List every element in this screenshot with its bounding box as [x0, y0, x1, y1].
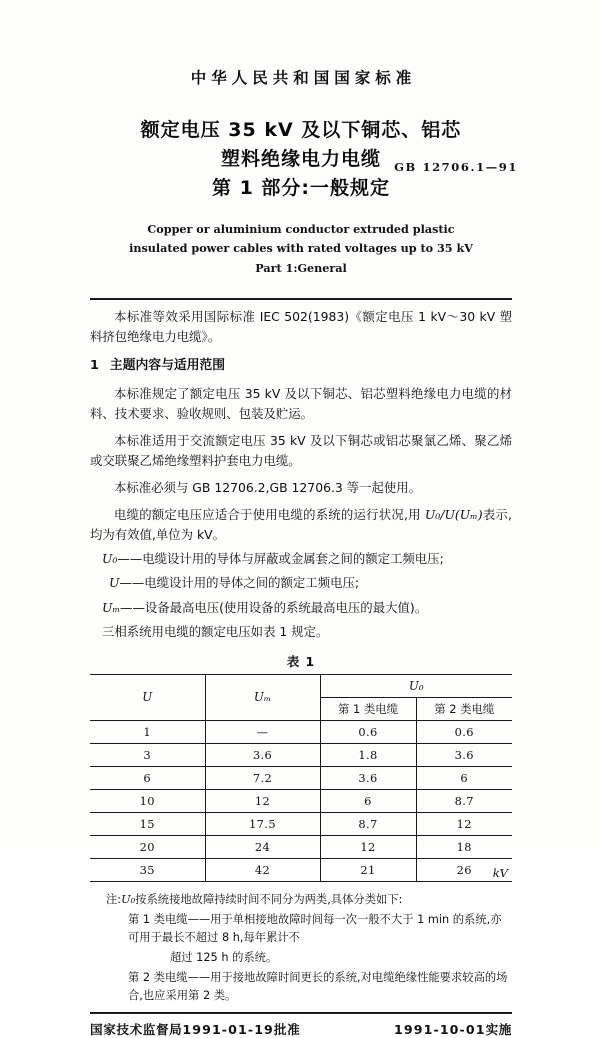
cell-class1: 12 [320, 835, 416, 858]
cell-class2: 3.6 [416, 743, 512, 766]
table-header-row-1 [90, 674, 512, 697]
footer-approve-suffix: 批准 [273, 1021, 301, 1037]
table-notes [90, 882, 512, 1005]
table-1-wrapper [90, 652, 512, 882]
standard-number: GB 12706.1—91 [394, 160, 518, 174]
footer-approve-date: 1991-01-19 [182, 1021, 274, 1037]
note-class-1 [90, 909, 512, 947]
cell-class1: 8.7 [320, 812, 416, 835]
definition-um-text: ——设备最高电压(使用设备的系统最高电压的最大值)。 [120, 599, 428, 615]
cell-u: 20 [90, 835, 205, 858]
footer-effective-suffix: 实施 [485, 1021, 512, 1037]
paragraph-rated-voltage [90, 498, 512, 545]
section-1-title: 主题内容与适用范围 [109, 357, 226, 373]
cell-u: 10 [90, 789, 205, 812]
cell-um: 24 [205, 835, 320, 858]
table-row [90, 858, 512, 881]
header-group-u0: U₀ [320, 674, 512, 697]
footer-divider-rule [90, 1012, 512, 1014]
cell-u: 35 [90, 858, 205, 881]
cell-u: 6 [90, 766, 205, 789]
note-class-2-label: 第 2 类电缆 [128, 970, 188, 984]
title-line-2: 塑料绝缘电力电缆 [220, 147, 381, 170]
definition-um [90, 594, 512, 618]
cell-um: 42 [205, 858, 320, 881]
cell-class2: 12 [416, 812, 512, 835]
definition-u0-symbol: U₀ [102, 551, 118, 567]
cell-class2: 8.7 [416, 789, 512, 812]
table-row [90, 789, 512, 812]
definition-u0-text: ——电缆设计用的导体与屏蔽或金属套之间的额定工频电压; [117, 551, 444, 567]
definition-u [90, 569, 512, 593]
page-content [90, 0, 518, 1038]
cell-u: 15 [90, 812, 205, 835]
footer-effective-date: 1991-10-01 [394, 1021, 486, 1037]
definition-u0 [90, 545, 512, 569]
cell-um: 7.2 [205, 766, 320, 789]
note-class-1-continued: 超过 125 h 的系统。 [170, 950, 278, 964]
paragraph-rated-voltage-part-a: 电缆的额定电压应适合于使用电缆的系统的运行状况,用 [114, 507, 425, 523]
paragraph-scope-1: 本标准规定了额定电压 35 kV 及以下铜芯、铝芯塑料绝缘电力电缆的材料、技术要求、验收规则、包装及贮运。 [90, 385, 512, 421]
english-title-line-1: Copper or aluminium conductor extruded plastic [147, 221, 455, 236]
note-class-2 [90, 967, 512, 1005]
header-col-u: U [90, 674, 205, 720]
cell-class2: 0.6 [416, 720, 512, 743]
cell-um: 17.5 [205, 812, 320, 835]
footer-approval [90, 1019, 300, 1038]
section-1-heading [90, 347, 512, 377]
english-title-line-3: Part 1:General [255, 260, 347, 275]
cell-class1: 21 [320, 858, 416, 881]
paragraph-three-phase: 三相系统用电缆的额定电压如表 1 规定。 [102, 623, 329, 639]
table-1-unit-label: kV [492, 865, 508, 880]
cell-um: 3.6 [205, 743, 320, 766]
intro-paragraph: 本标准等效采用国际标准 IEC 502(1983)《额定电压 1 kV～30 kV 塑料挤包绝缘电力电缆》。 [90, 308, 512, 344]
document-footer [90, 1019, 512, 1038]
english-title-block [90, 220, 512, 279]
table-row [90, 743, 512, 766]
note-lead-text: 按系统接地故障持续时间不同分为两类,具体分类如下: [135, 892, 403, 906]
header-sub-class-1: 第 1 类电缆 [320, 697, 416, 720]
cell-class1: 1.8 [320, 743, 416, 766]
cell-class1: 3.6 [320, 766, 416, 789]
paragraph-rated-voltage-part-b: 表示,均为有效值,单位为 kV。 [90, 507, 512, 543]
note-class-2-text: ——用于接地故障时间更长的系统,对电缆绝缘性能要求较高的场合,也应采用第 2 类。 [128, 970, 508, 1003]
title-line-3: 第 1 部分:一般规定 [211, 176, 391, 199]
definition-u-symbol: U [109, 575, 120, 591]
note-lead-symbol: U₀ [121, 892, 136, 906]
cell-class2: 6 [416, 766, 512, 789]
note-class-1-text: ——用于单相接地故障时间每一次一般不大于 1 min 的系统,亦可用于最长不超过 8 h,每年累计不 [128, 912, 502, 944]
cell-um: — [205, 720, 320, 743]
rated-voltage-table [90, 674, 512, 882]
symbol-u0-u-um: U₀/U(Uₘ) [424, 507, 483, 523]
header-col-um: Uₘ [205, 674, 320, 720]
table-row [90, 835, 512, 858]
document-body [90, 300, 512, 642]
table-1-caption: 表 1 [286, 653, 316, 669]
table-row [90, 720, 512, 743]
table-row [90, 766, 512, 789]
cell-u: 3 [90, 743, 205, 766]
definition-u-text: ——电缆设计用的导体之间的额定工频电压; [119, 575, 360, 591]
title-block [90, 116, 518, 203]
note-lead [90, 889, 512, 909]
cell-class1: 6 [320, 789, 416, 812]
note-lead-label: 注: [106, 892, 122, 906]
header-sub-class-2: 第 2 类电缆 [416, 697, 512, 720]
definition-um-symbol: Uₘ [102, 599, 121, 615]
title-line-1: 额定电压 35 kV 及以下铜芯、铝芯 [140, 119, 462, 141]
rated-voltage-table-body [90, 720, 512, 881]
paragraph-scope-2: 本标准适用于交流额定电压 35 kV 及以下铜芯或铝芯聚氯乙烯、聚乙烯或交联聚乙烯绝缘塑料护套电力电缆。 [90, 432, 512, 468]
footer-effective [394, 1019, 512, 1038]
cell-class1: 0.6 [320, 720, 416, 743]
section-1-number: 1 [90, 357, 99, 373]
paragraph-related-standards: 本标准必须与 GB 12706.2,GB 12706.3 等一起使用。 [114, 480, 422, 496]
cell-class2: 26 [416, 858, 512, 881]
note-class-1-label: 第 1 类电缆 [128, 912, 188, 926]
english-title-line-2: insulated power cables with rated voltages up to 35 kV [129, 241, 473, 256]
national-standard-masthead: 中华人民共和国国家标准 [190, 69, 417, 87]
footer-issuer: 国家技术监督局 [90, 1021, 183, 1037]
cell-u: 1 [90, 720, 205, 743]
cell-class2: 18 [416, 835, 512, 858]
cell-um: 12 [205, 789, 320, 812]
table-row [90, 812, 512, 835]
